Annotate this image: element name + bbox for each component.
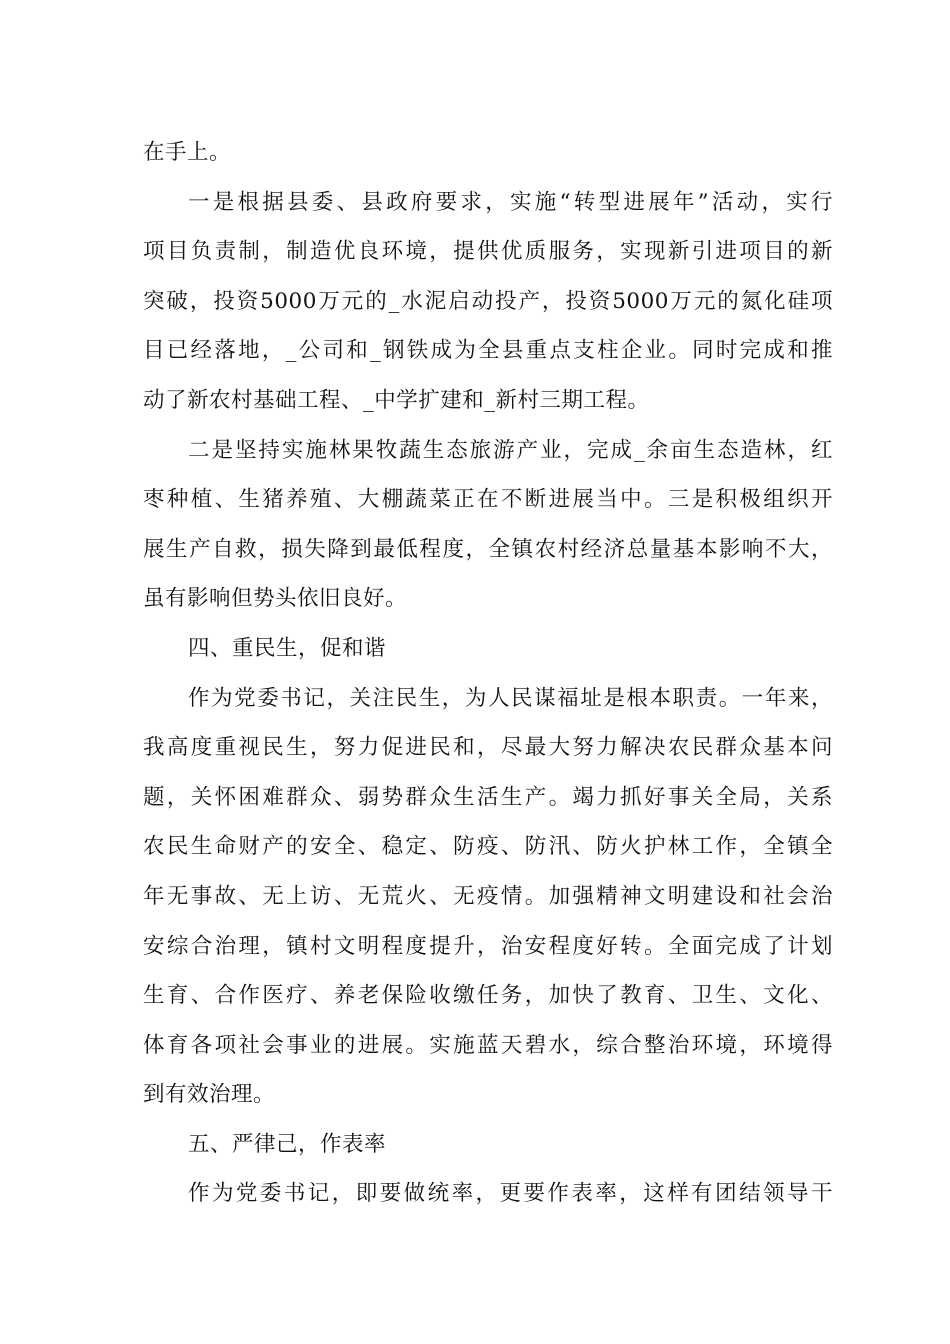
text-line: 五、严律己，作表率 <box>188 1131 387 1157</box>
text-line: 展生产自救，损失降到最低程度，全镇农村经济总量基本影响不大， <box>143 536 833 562</box>
text-line: 突破，投资5000万元的_水泥启动投产，投资5000万元的氮化硅项 <box>143 288 833 314</box>
text-line: 作为党委书记，关注民生，为人民谋福址是根本职责。一年来， <box>188 685 833 711</box>
text-line: 枣种植、生猪养殖、大棚蔬菜正在不断进展当中。三是积极组织开 <box>143 487 833 513</box>
text-line: 二是坚持实施林果牧蔬生态旅游产业，完成_余亩生态造林，红 <box>188 437 833 463</box>
text-line: 生育、合作医疗、养老保险收缴任务，加快了教育、卫生、文化、 <box>143 983 833 1009</box>
text-line: 到有效治理。 <box>143 1082 276 1108</box>
text-line: 作为党委书记，即要做统率，更要作表率，这样有团结领导干 <box>188 1181 833 1207</box>
text-line: 农民生命财产的安全、稳定、防疫、防汛、防火护林工作，全镇全 <box>143 834 833 860</box>
text-line: 目已经落地，_公司和_钢铁成为全县重点支柱企业。同时完成和推 <box>143 338 833 364</box>
text-line: 一是根据县委、县政府要求，实施“转型进展年”活动，实行 <box>188 189 833 215</box>
text-line: 四、重民生，促和谐 <box>188 635 387 661</box>
body-text <box>143 128 833 1219</box>
text-line: 安综合治理，镇村文明程度提升，治安程度好转。全面完成了计划 <box>143 933 833 959</box>
text-line: 题，关怀困难群众、弱势群众生活生产。竭力抓好事关全局，关系 <box>143 784 833 810</box>
text-line: 项目负责制，制造优良环境，提供优质服务，实现新引进项目的新 <box>143 239 833 265</box>
text-line: 我高度重视民生，努力促进民和，尽最大努力解决农民群众基本问 <box>143 735 833 761</box>
text-line: 在手上。 <box>143 140 232 165</box>
text-line: 年无事故、无上访、无荒火、无疫情。加强精神文明建设和社会治 <box>143 883 833 909</box>
text-line: 体育各项社会事业的进展。实施蓝天碧水，综合整治环境，环境得 <box>143 1032 833 1058</box>
text-line: 动了新农村基础工程、_中学扩建和_新村三期工程。 <box>143 387 650 413</box>
text-line: 虽有影响但势头依旧良好。 <box>143 586 408 612</box>
